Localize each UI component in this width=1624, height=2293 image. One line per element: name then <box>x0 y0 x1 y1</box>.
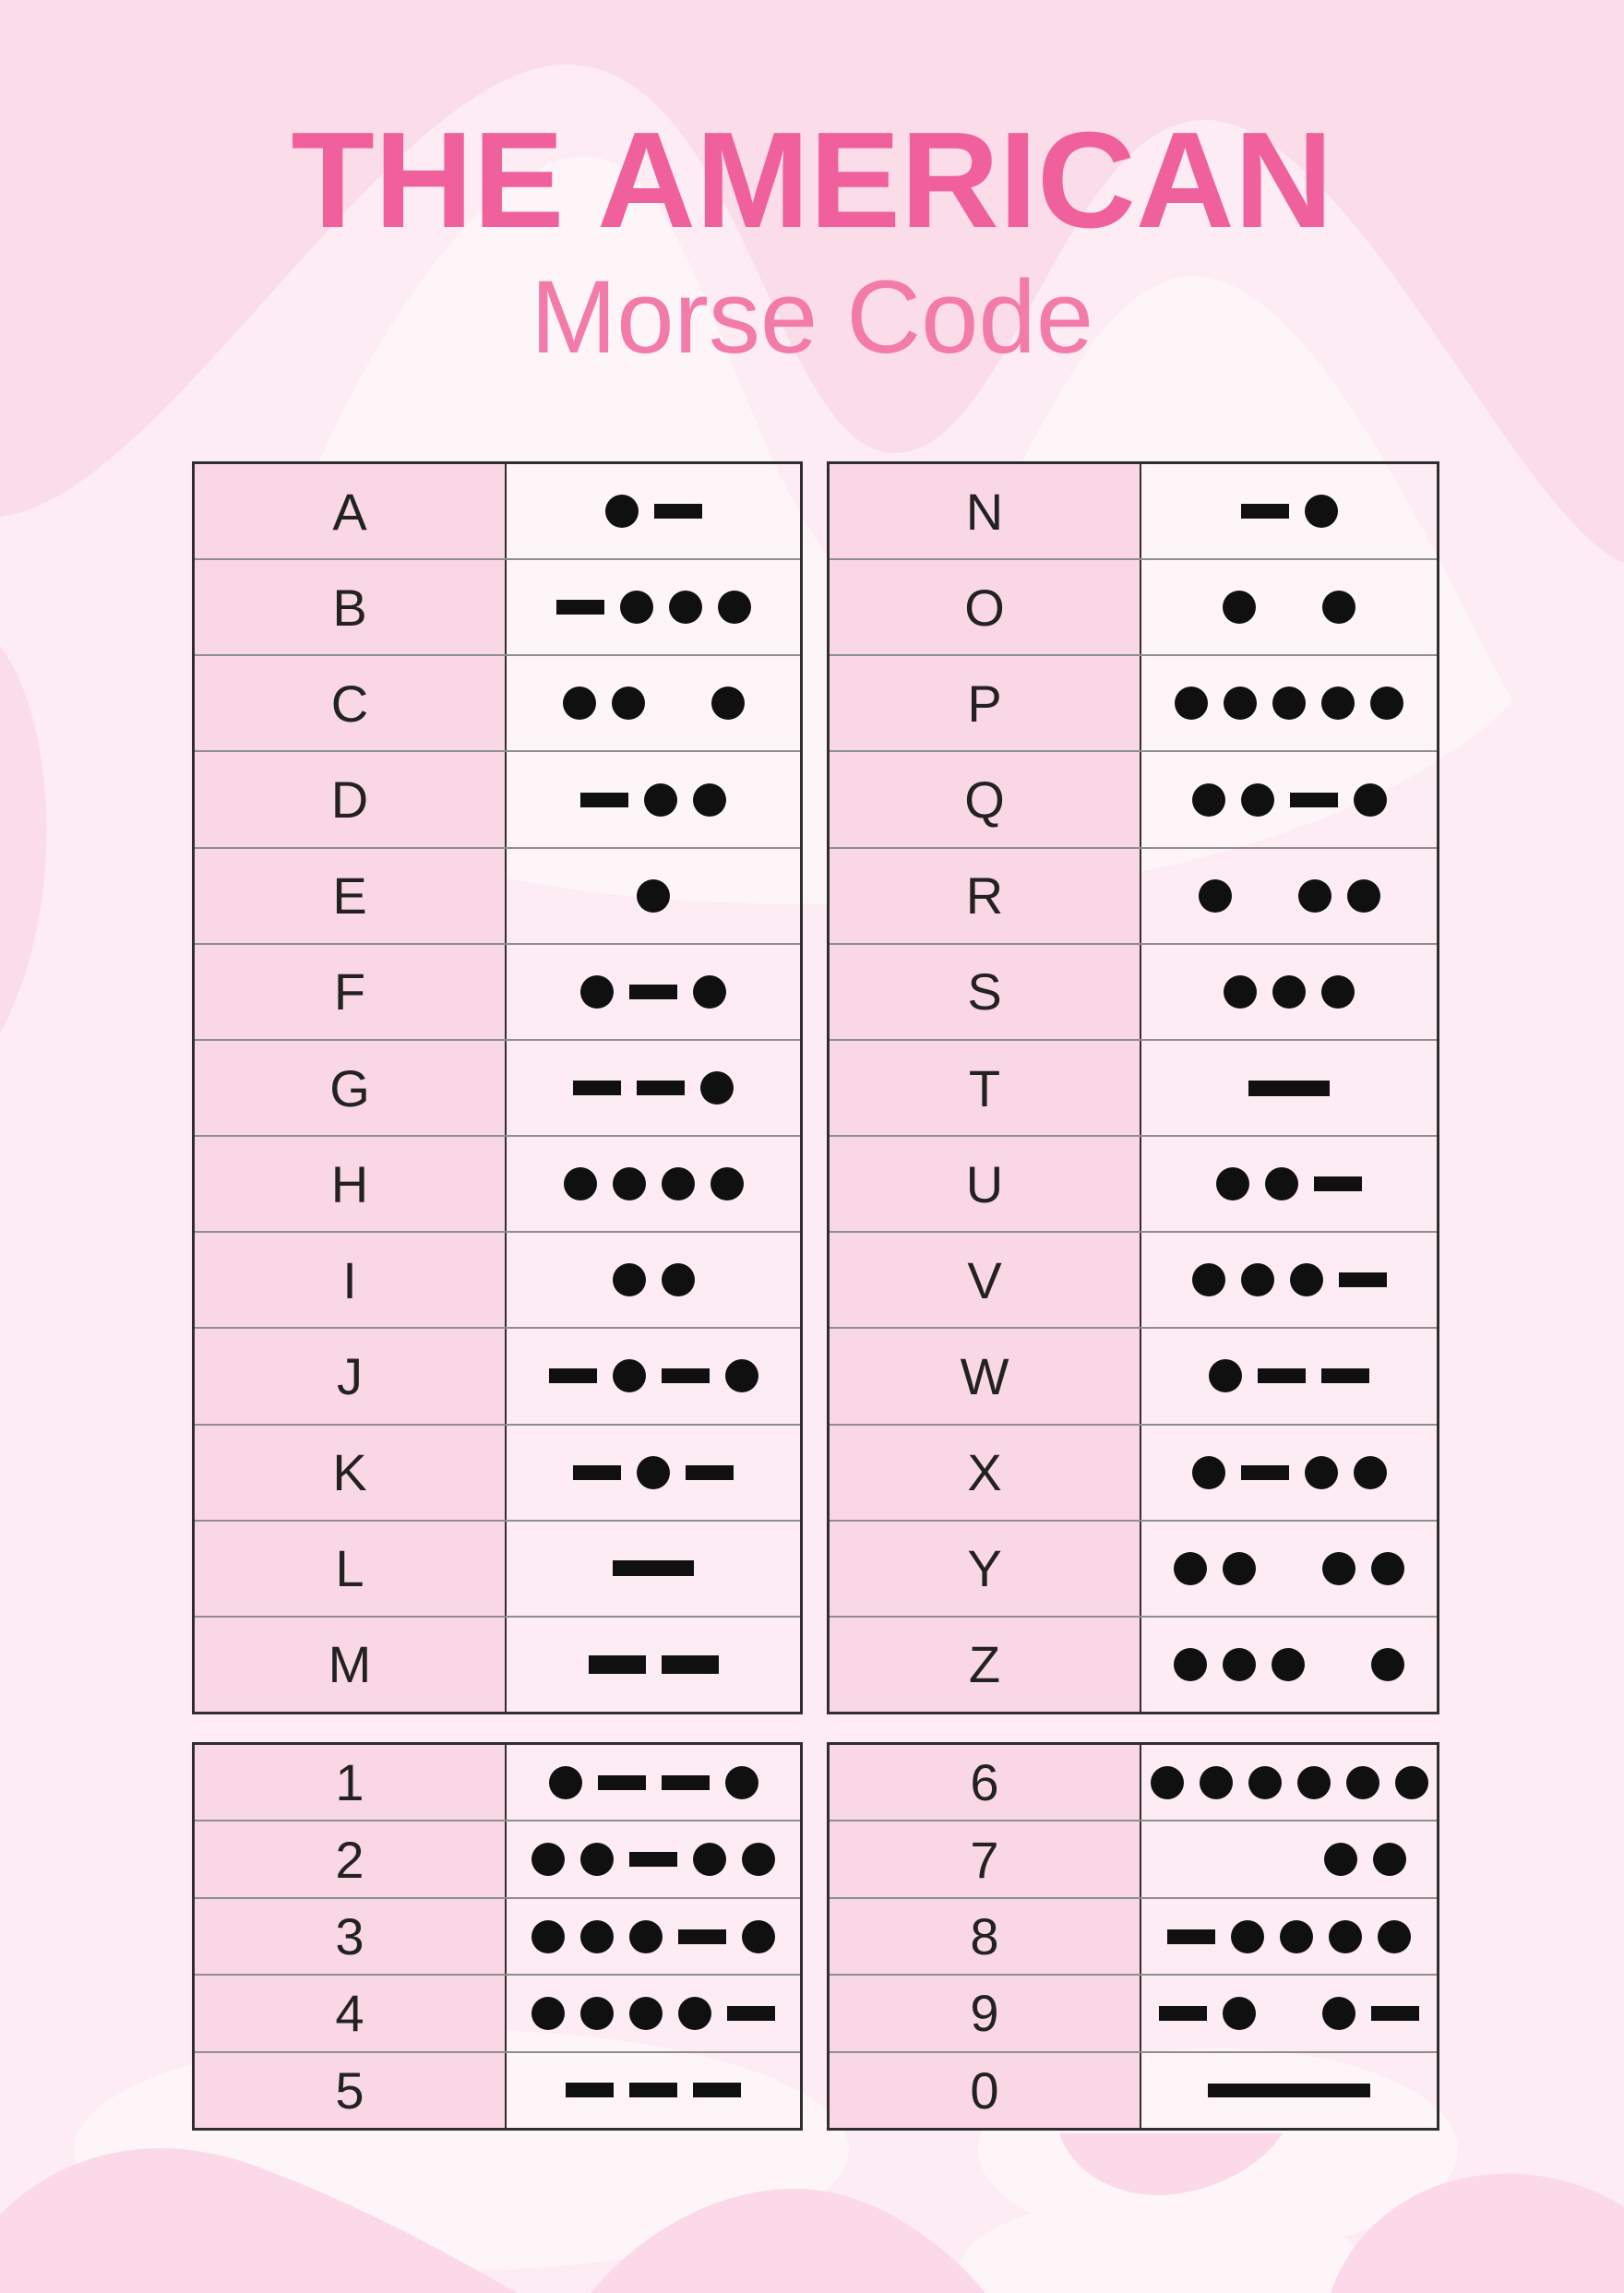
morse-dash-symbol <box>580 793 628 807</box>
character-label: F <box>195 945 507 1039</box>
character-label: U <box>830 1137 1141 1231</box>
morse-code <box>1141 2053 1437 2128</box>
morse-dot-symbol <box>1174 1552 1207 1585</box>
morse-code <box>507 752 800 846</box>
poster-title: THE AMERICAN <box>291 104 1333 257</box>
morse-dot-symbol <box>1223 1552 1256 1585</box>
morse-dash-symbol <box>629 985 677 999</box>
table-row <box>830 847 1437 943</box>
character-label: Y <box>830 1522 1141 1616</box>
morse-dot-symbol <box>1192 1263 1225 1296</box>
morse-code <box>1141 1821 1437 1896</box>
morse-code <box>507 1041 800 1135</box>
morse-dot-symbol <box>678 1997 711 2030</box>
morse-dot-symbol <box>1370 687 1403 720</box>
morse-dash-symbol <box>1314 1176 1362 1191</box>
morse-code <box>1141 1745 1437 1820</box>
morse-dot-symbol <box>1272 1648 1305 1681</box>
morse-dot-symbol <box>1322 1997 1355 2030</box>
morse-code <box>507 1522 800 1616</box>
morse-dash-symbol <box>727 2006 775 2021</box>
character-label: 6 <box>830 1745 1141 1820</box>
morse-code <box>507 464 800 558</box>
character-label: B <box>195 560 507 654</box>
morse-dash-symbol <box>1167 1929 1215 1944</box>
morse-code <box>1141 752 1437 846</box>
morse-dash-symbol <box>654 504 702 519</box>
morse-code <box>507 1233 800 1327</box>
table-row <box>830 1231 1437 1327</box>
morse-dot-symbol <box>693 975 726 1009</box>
morse-dot-symbol <box>580 975 614 1009</box>
character-label: 9 <box>830 1976 1141 2050</box>
morse-dot-symbol <box>1354 1456 1387 1489</box>
morse-dot-symbol <box>629 1920 663 1953</box>
table-row <box>830 1616 1437 1712</box>
table-row <box>830 1520 1437 1616</box>
morse-dot-symbol <box>1272 687 1306 720</box>
morse-dot-symbol <box>1371 1552 1404 1585</box>
table-row <box>195 1974 800 2050</box>
morse-code <box>1141 849 1437 943</box>
morse-dot-symbol <box>1321 975 1355 1009</box>
character-label: D <box>195 752 507 846</box>
character-label: G <box>195 1041 507 1135</box>
morse-dot-symbol <box>1297 1766 1331 1799</box>
morse-dot-symbol <box>725 1766 758 1799</box>
table-row <box>830 750 1437 846</box>
character-label: P <box>830 656 1141 750</box>
morse-space <box>1272 1568 1307 1570</box>
morse-space <box>1320 1664 1355 1666</box>
morse-dot-symbol <box>742 1920 775 1953</box>
character-label: 8 <box>830 1899 1141 1974</box>
table-row <box>830 1135 1437 1231</box>
morse-dot-symbol <box>644 783 677 817</box>
table-row <box>195 943 800 1039</box>
morse-dot-symbol <box>637 1456 670 1489</box>
morse-dot-symbol <box>1322 1552 1355 1585</box>
table-row <box>830 1424 1437 1520</box>
morse-dot-symbol <box>1395 1766 1428 1799</box>
morse-dash-symbol <box>1371 2006 1419 2021</box>
morse-space <box>1172 1858 1207 1860</box>
morse-dot-symbol <box>1192 1456 1225 1489</box>
table-row <box>195 1820 800 1896</box>
morse-dash-symbol <box>693 2083 741 2097</box>
morse-dash-symbol <box>629 2083 677 2097</box>
morse-dash-symbol <box>637 1081 685 1095</box>
morse-dot-symbol <box>662 1263 695 1296</box>
morse-dash-symbol <box>678 1929 726 1944</box>
morse-dash-symbol <box>662 1775 710 1790</box>
morse-dot-symbol <box>1290 1263 1323 1296</box>
character-label: L <box>195 1522 507 1616</box>
table-row <box>830 1820 1437 1896</box>
character-label: X <box>830 1426 1141 1520</box>
morse-dot-symbol <box>662 1167 695 1200</box>
morse-dot-symbol <box>1223 1648 1256 1681</box>
morse-code <box>1141 1618 1437 1712</box>
morse-dot-symbol <box>1174 1648 1207 1681</box>
table-row <box>830 1897 1437 1974</box>
morse-dot-symbol <box>1298 879 1331 913</box>
character-label: V <box>830 1233 1141 1327</box>
morse-code <box>507 1137 800 1231</box>
morse-code <box>507 656 800 750</box>
morse-dot-symbol <box>531 1920 565 1953</box>
morse-dot-symbol <box>710 1167 744 1200</box>
table-row <box>830 1974 1437 2050</box>
character-label: J <box>195 1329 507 1423</box>
table-row <box>830 2051 1437 2128</box>
morse-dot-symbol <box>580 1920 614 1953</box>
table-row <box>195 1231 800 1327</box>
morse-dot-symbol <box>711 687 745 720</box>
morse-code <box>1141 1899 1437 1974</box>
morse-dot-symbol <box>1378 1920 1411 1953</box>
character-label: C <box>195 656 507 750</box>
morse-dot-symbol <box>1223 591 1256 624</box>
morse-dot-symbol <box>613 1167 646 1200</box>
morse-code <box>1141 1329 1437 1423</box>
morse-dash-symbol <box>566 2083 614 2097</box>
morse-code <box>507 1899 800 1974</box>
morse-table-letters-a-m <box>192 461 803 1714</box>
morse-dot-symbol <box>549 1766 582 1799</box>
character-label: 3 <box>195 1899 507 1974</box>
morse-code <box>507 1618 800 1712</box>
morse-code <box>1141 656 1437 750</box>
table-row <box>195 558 800 654</box>
morse-code <box>507 1426 800 1520</box>
morse-dot-symbol <box>693 1843 726 1876</box>
morse-dot-symbol <box>564 1167 597 1200</box>
morse-code <box>507 1745 800 1820</box>
morse-dot-symbol <box>1265 1167 1298 1200</box>
morse-code <box>507 945 800 1039</box>
table-row <box>830 1745 1437 1820</box>
morse-code <box>1141 1976 1437 2050</box>
morse-dot-symbol <box>563 687 596 720</box>
morse-dot-symbol <box>1321 687 1355 720</box>
morse-dot-symbol <box>700 1071 734 1105</box>
morse-code <box>1141 560 1437 654</box>
morse-dot-symbol <box>693 783 726 817</box>
morse-space <box>661 702 696 704</box>
morse-dot-symbol <box>580 1997 614 2030</box>
table-row <box>195 464 800 558</box>
table-row <box>195 1424 800 1520</box>
morse-code <box>1141 1233 1437 1327</box>
character-label: 0 <box>830 2053 1141 2128</box>
character-label: I <box>195 1233 507 1327</box>
morse-dot-symbol <box>1305 1456 1338 1489</box>
morse-code <box>507 1329 800 1423</box>
morse-dot-symbol <box>1248 1766 1282 1799</box>
morse-code <box>507 560 800 654</box>
morse-dash-symbol <box>1339 1272 1387 1287</box>
morse-ldash-symbol <box>613 1560 694 1576</box>
character-label: Q <box>830 752 1141 846</box>
morse-dot-symbol <box>1354 783 1387 817</box>
morse-table-letters-n-z <box>827 461 1439 1714</box>
morse-code <box>1141 945 1437 1039</box>
table-row <box>195 1745 800 1820</box>
poster-subtitle: Morse Code <box>530 259 1094 375</box>
morse-dot-symbol <box>742 1843 775 1876</box>
morse-dash-symbol <box>556 600 604 615</box>
morse-dot-symbol <box>1324 1843 1357 1876</box>
morse-dot-symbol <box>637 879 670 913</box>
morse-dash-symbol <box>1321 1368 1369 1383</box>
table-row <box>195 1135 800 1231</box>
character-label: A <box>195 464 507 558</box>
table-row <box>195 1520 800 1616</box>
morse-dot-symbol <box>1224 687 1257 720</box>
character-label: 2 <box>195 1821 507 1896</box>
morse-ldash-symbol <box>1248 1081 1330 1096</box>
morse-dot-symbol <box>1151 1766 1184 1799</box>
character-label: N <box>830 464 1141 558</box>
character-label: 1 <box>195 1745 507 1820</box>
character-label: W <box>830 1329 1141 1423</box>
table-row <box>195 847 800 943</box>
morse-dash-symbol <box>1241 1465 1289 1480</box>
morse-dash-symbol <box>1159 2006 1207 2021</box>
morse-code <box>507 2053 800 2128</box>
morse-dot-symbol <box>1209 1359 1242 1392</box>
morse-dash-symbol <box>573 1081 621 1095</box>
table-row <box>195 750 800 846</box>
morse-dash-symbol <box>549 1368 597 1383</box>
morse-code <box>507 1976 800 2050</box>
morse-dot-symbol <box>1346 1766 1379 1799</box>
table-row <box>195 2051 800 2128</box>
morse-dash-symbol <box>686 1465 734 1480</box>
morse-bdash-symbol <box>589 1655 646 1674</box>
morse-code <box>507 1821 800 1896</box>
morse-table-numbers-1-5 <box>192 1742 803 2131</box>
table-row <box>830 464 1437 558</box>
morse-space <box>1272 2012 1307 2014</box>
character-label: 7 <box>830 1821 1141 1896</box>
character-label: H <box>195 1137 507 1231</box>
table-row <box>195 1616 800 1712</box>
character-label: T <box>830 1041 1141 1135</box>
morse-dot-symbol <box>1241 783 1274 817</box>
morse-code <box>507 849 800 943</box>
table-row <box>830 558 1437 654</box>
morse-dash-symbol <box>573 1465 621 1480</box>
table-row <box>830 1039 1437 1135</box>
morse-dot-symbol <box>1200 1766 1233 1799</box>
morse-table-numbers-6-0 <box>827 1742 1439 2131</box>
morse-code <box>1141 1041 1437 1135</box>
character-label: O <box>830 560 1141 654</box>
character-label: R <box>830 849 1141 943</box>
character-label: Z <box>830 1618 1141 1712</box>
morse-dot-symbol <box>629 1997 663 2030</box>
morse-dot-symbol <box>1223 1997 1256 2030</box>
morse-dot-symbol <box>1280 1920 1313 1953</box>
morse-dot-symbol <box>718 591 751 624</box>
morse-dot-symbol <box>531 1843 565 1876</box>
table-row <box>195 1897 800 1974</box>
character-label: 4 <box>195 1976 507 2050</box>
morse-space <box>1223 1858 1258 1860</box>
morse-dot-symbol <box>613 1263 646 1296</box>
morse-code <box>1141 1522 1437 1616</box>
morse-dot-symbol <box>1192 783 1225 817</box>
morse-dot-symbol <box>1329 1920 1362 1953</box>
morse-xldash-symbol <box>1208 2084 1370 2097</box>
morse-dot-symbol <box>1272 975 1306 1009</box>
morse-dot-symbol <box>1322 591 1355 624</box>
character-label: E <box>195 849 507 943</box>
table-row <box>195 1327 800 1423</box>
table-row <box>830 1327 1437 1423</box>
morse-dash-symbol <box>1258 1368 1306 1383</box>
character-label: S <box>830 945 1141 1039</box>
table-row <box>195 654 800 750</box>
morse-code <box>1141 1426 1437 1520</box>
morse-dash-symbol <box>1290 793 1338 807</box>
morse-dot-symbol <box>531 1997 565 2030</box>
morse-dot-symbol <box>669 591 702 624</box>
morse-code <box>1141 464 1437 558</box>
morse-dot-symbol <box>1216 1167 1249 1200</box>
morse-dot-symbol <box>613 1359 646 1392</box>
table-row <box>830 654 1437 750</box>
morse-dash-symbol <box>1241 504 1289 519</box>
morse-code <box>1141 1137 1437 1231</box>
character-label: M <box>195 1618 507 1712</box>
table-row <box>195 1039 800 1135</box>
morse-dot-symbol <box>1175 687 1208 720</box>
table-row <box>830 943 1437 1039</box>
morse-dot-symbol <box>1305 495 1338 528</box>
morse-bdash-symbol <box>662 1655 719 1674</box>
morse-dot-symbol <box>1347 879 1380 913</box>
morse-dot-symbol <box>1224 975 1257 1009</box>
morse-dot-symbol <box>605 495 639 528</box>
morse-dot-symbol <box>612 687 645 720</box>
morse-space <box>1272 606 1307 608</box>
morse-dot-symbol <box>1199 879 1232 913</box>
morse-dot-symbol <box>580 1843 614 1876</box>
character-label: 5 <box>195 2053 507 2128</box>
morse-space <box>1273 1858 1308 1860</box>
morse-dot-symbol <box>1241 1263 1274 1296</box>
character-label: K <box>195 1426 507 1520</box>
morse-dash-symbol <box>598 1775 646 1790</box>
morse-dot-symbol <box>725 1359 758 1392</box>
morse-dot-symbol <box>1371 1648 1404 1681</box>
morse-dot-symbol <box>620 591 653 624</box>
morse-dash-symbol <box>629 1852 677 1867</box>
morse-space <box>1248 895 1283 897</box>
morse-dot-symbol <box>1231 1920 1264 1953</box>
morse-dash-symbol <box>662 1368 710 1383</box>
morse-dot-symbol <box>1373 1843 1406 1876</box>
